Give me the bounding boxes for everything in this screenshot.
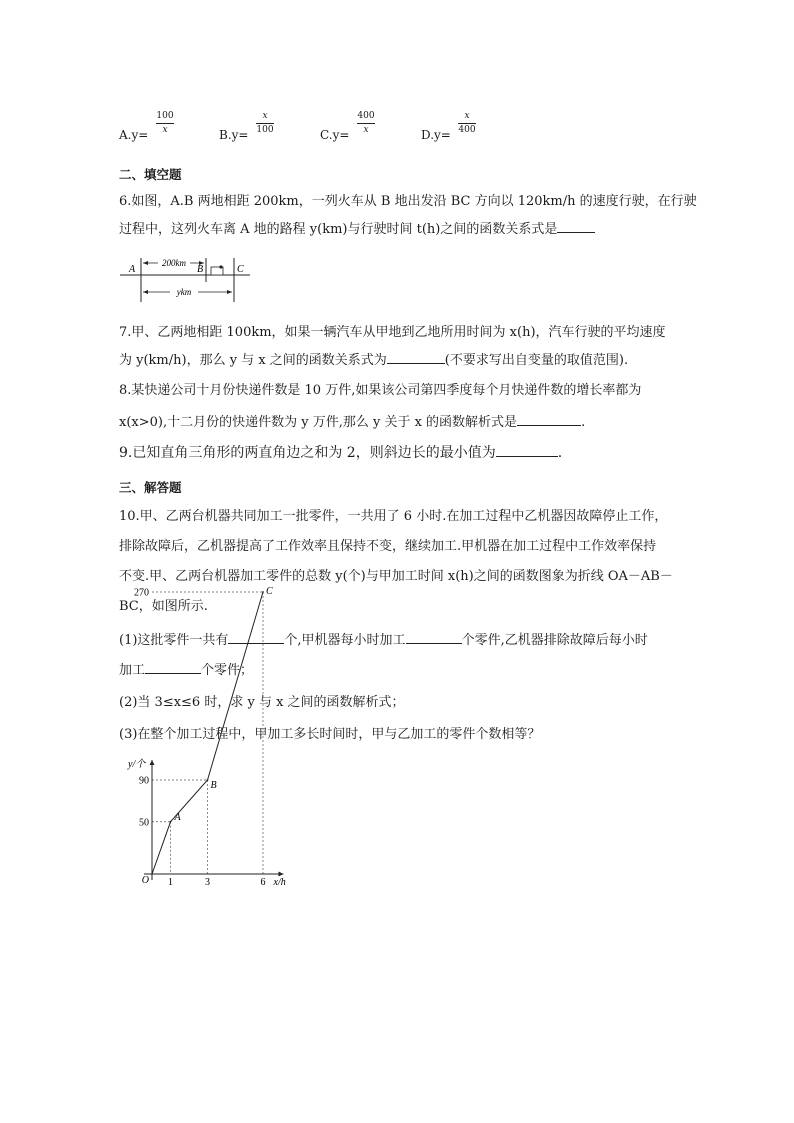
y-axis-arrow	[150, 760, 155, 765]
q7-answer-blank	[387, 351, 445, 364]
q6-line-1: 6.如图，A.B 两地相距 200km，一列火车从 B 地出发沿 BC 方向以 120km/h 的速度行驶，在行驶	[119, 194, 697, 209]
q10-line-2: 排除故障后，乙机器提高了工作效率且保持不变，继续加工.甲机器在加工过程中工作效率保持	[119, 539, 657, 554]
q10-total-blank	[228, 631, 284, 644]
q10-line-4: BC，如图所示.	[119, 599, 208, 614]
q9-line: 9.已知直角三角形的两直角边之和为 2，则斜边长的最小值为 .	[119, 445, 563, 461]
q6-point-a: A	[129, 264, 136, 275]
q10-yi-rate-blank	[145, 661, 201, 674]
data-point-3	[262, 591, 264, 593]
q8-line-2: x(x>0),十二月份的快递件数为 y 万件,那么 y 关于 x 的函数解析式是 .	[119, 415, 586, 430]
q5-option-a: A.y=	[119, 128, 149, 142]
q6-line-2: 过程中，这列火车离 A 地的路程 y(km)与行驶时间 t(h)之间的函数关系式是	[119, 218, 595, 237]
q5-option-a-fraction-bar	[156, 123, 174, 124]
y-tick-label-2: 270	[134, 587, 149, 599]
x-axis-label: x/h	[273, 877, 286, 888]
q5-option-b-numerator: x	[262, 111, 268, 121]
origin-label: O	[141, 875, 149, 886]
q7-line-2: 为 y(km/h)，那么 y 与 x 之间的函数关系式为 (不要求写出自变量的取值范围).	[119, 353, 629, 368]
x-tick-label-0: 1	[168, 877, 173, 888]
q9-answer-blank	[496, 444, 558, 457]
q5-option-d-fraction-bar	[458, 123, 476, 124]
data-point-0	[151, 873, 153, 875]
q10-jia-rate-blank	[406, 631, 462, 644]
q5-option-c-numerator: 400	[357, 111, 375, 121]
point-label-a: A	[174, 811, 181, 823]
q10-part-1-cont: 加工 个零件；	[119, 663, 254, 678]
q6-answer-blank	[557, 220, 595, 233]
q8-line-1: 8.某快递公司十月份快递件数是 10 万件,如果该公司第四季度每个月快递件数的增长率都为	[119, 383, 642, 398]
q6-distance-label: 200km	[162, 258, 186, 268]
data-point-1	[170, 821, 172, 823]
x-tick-label-1: 3	[205, 877, 210, 888]
y-tick-label-1: 90	[139, 775, 149, 787]
q7-line-1: 7.甲、乙两地相距 100km，如果一辆汽车从甲地到乙地所用时间为 x(h)，汽车行驶的平均速度	[119, 325, 666, 340]
section-3-title: 三、解答题	[119, 480, 182, 495]
q10-part-2: (2)当 3≤x≤6 时，求 y 与 x 之间的函数解析式；	[119, 695, 405, 710]
q8-answer-blank	[517, 413, 581, 426]
q6-y-label: ykm	[176, 287, 192, 297]
y-tick-label-0: 50	[139, 817, 149, 829]
q10-line-3: 不变.甲、乙两台机器加工零件的总数 y(个)与甲加工时间 x(h)之间的函数图象为折线 OA－AB－	[119, 569, 673, 584]
q5-option-a-denominator: x	[162, 125, 168, 135]
point-label-c: C	[266, 586, 273, 597]
point-label-b: B	[210, 780, 217, 791]
q5-option-c-denominator: x	[363, 125, 369, 135]
chart-axes	[144, 760, 284, 880]
q5-option-b: B.y=	[219, 128, 249, 142]
q5-option-d-numerator: x	[464, 111, 470, 121]
q5-option-b-denominator: 100	[256, 125, 274, 135]
section-2-title: 二、填空题	[119, 167, 182, 182]
q5-option-b-fraction-bar	[256, 123, 274, 124]
data-point-2	[207, 779, 209, 781]
q6-point-c: C	[237, 264, 244, 275]
q6-figure	[118, 250, 258, 306]
y-axis-label: y/个	[128, 759, 146, 770]
q10-line-1: 10.甲、乙两台机器共同加工一批零件，一共用了 6 小时.在加工过程中乙机器因故障停止工作，	[119, 509, 668, 524]
q10-part-3: (3)在整个加工过程中，甲加工多长时间时，甲与乙加工的零件个数相等？	[119, 727, 541, 742]
q5-option-c-fraction-bar	[357, 123, 375, 124]
q5-option-d: D.y=	[421, 128, 451, 142]
q10-part-1: (1)这批零件一共有 个,甲机器每小时加工 个零件,乙机器排除故障后每小时	[119, 633, 648, 648]
q5-option-c: C.y=	[320, 128, 350, 142]
q5-option-a-numerator: 100	[156, 111, 174, 121]
x-axis-arrow	[279, 872, 284, 877]
q6-point-b: B	[197, 264, 204, 275]
q5-option-d-denominator: 400	[458, 125, 476, 135]
x-tick-label-2: 6	[260, 877, 266, 888]
